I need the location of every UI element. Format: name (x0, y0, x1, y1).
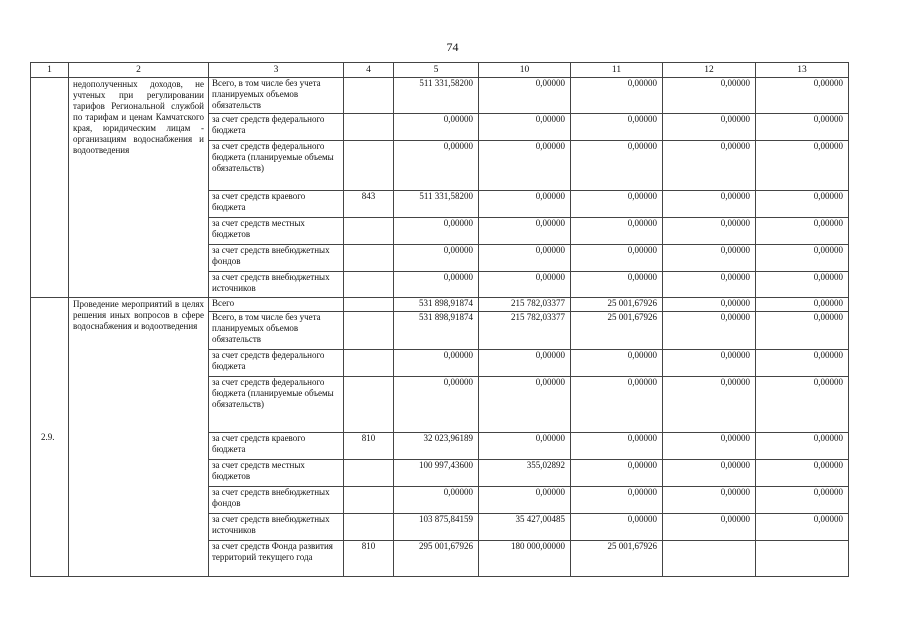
value-col-12: 0,00000 (663, 377, 756, 433)
value-col-10: 215 782,03377 (479, 312, 571, 350)
value-col-13: 0,00000 (756, 218, 849, 245)
value-col-11: 0,00000 (571, 218, 663, 245)
value-col-12: 0,00000 (663, 487, 756, 514)
table-row (31, 298, 849, 312)
budget-code (344, 141, 394, 191)
value-col-5: 0,00000 (394, 272, 479, 298)
value-col-10: 0,00000 (479, 377, 571, 433)
value-col-12: 0,00000 (663, 141, 756, 191)
funding-source: за счет средств внебюджетных фондов (209, 487, 344, 514)
value-col-11: 0,00000 (571, 114, 663, 141)
budget-code (344, 377, 394, 433)
value-col-5: 0,00000 (394, 245, 479, 272)
value-col-11: 0,00000 (571, 460, 663, 487)
header-cell: 13 (756, 63, 849, 78)
item-index: 2.9. (31, 298, 69, 577)
value-col-5: 0,00000 (394, 218, 479, 245)
funding-source: за счет средств федерального бюджета (209, 114, 344, 141)
item-name: недополученных доходов, не учтеных при регулировании тарифов Региональной службой по тарифам и ценам Камчатского края, юридическим лицам - организациям водоснабжения и водоотведения (69, 78, 209, 298)
header-cell: 1 (31, 63, 69, 78)
value-col-11: 0,00000 (571, 245, 663, 272)
value-col-11: 0,00000 (571, 141, 663, 191)
value-col-12: 0,00000 (663, 312, 756, 350)
budget-code: 810 (344, 541, 394, 577)
value-col-12: 0,00000 (663, 218, 756, 245)
value-col-5: 511 331,58200 (394, 78, 479, 114)
item-name: Проведение мероприятий в целях решения иных вопросов в сфере водоснабжения и водоотведения (69, 298, 209, 577)
value-col-11: 25 001,67926 (571, 312, 663, 350)
value-col-5: 0,00000 (394, 350, 479, 377)
value-col-10: 0,00000 (479, 272, 571, 298)
header-cell: 12 (663, 63, 756, 78)
value-col-13: 0,00000 (756, 272, 849, 298)
value-col-11: 0,00000 (571, 191, 663, 218)
value-col-13: 0,00000 (756, 460, 849, 487)
funding-source: за счет средств внебюджетных источников (209, 272, 344, 298)
budget-code (344, 514, 394, 541)
value-col-5: 103 875,84159 (394, 514, 479, 541)
value-col-12: 0,00000 (663, 350, 756, 377)
value-col-13: 0,00000 (756, 78, 849, 114)
value-col-13: 0,00000 (756, 377, 849, 433)
funding-source: за счет средств внебюджетных источников (209, 514, 344, 541)
budget-code (344, 312, 394, 350)
budget-code: 843 (344, 191, 394, 218)
page-number: 74 (446, 40, 459, 54)
value-col-5: 531 898,91874 (394, 298, 479, 312)
budget-code (344, 114, 394, 141)
value-col-13: 0,00000 (756, 114, 849, 141)
table-row (31, 78, 849, 114)
value-col-13: 0,00000 (756, 141, 849, 191)
budget-table (30, 62, 849, 577)
value-col-5: 295 001,67926 (394, 541, 479, 577)
funding-source: Всего, в том числе без учета планируемых объемов обязательств (209, 78, 344, 114)
funding-source: Всего, в том числе без учета планируемых объемов обязательств (209, 312, 344, 350)
value-col-10: 0,00000 (479, 191, 571, 218)
budget-code (344, 298, 394, 312)
funding-source: за счет средств местных бюджетов (209, 460, 344, 487)
budget-code (344, 350, 394, 377)
value-col-10: 0,00000 (479, 114, 571, 141)
funding-source: за счет средств краевого бюджета (209, 433, 344, 460)
value-col-13: 0,00000 (756, 298, 849, 312)
value-col-13: 0,00000 (756, 350, 849, 377)
value-col-12 (663, 541, 756, 577)
value-col-13: 0,00000 (756, 312, 849, 350)
funding-source: за счет средств местных бюджетов (209, 218, 344, 245)
funding-source: за счет средств федерального бюджета (планируемые объемы обязательств) (209, 141, 344, 191)
value-col-10: 0,00000 (479, 350, 571, 377)
value-col-10: 0,00000 (479, 78, 571, 114)
value-col-5: 531 898,91874 (394, 312, 479, 350)
budget-code: 810 (344, 433, 394, 460)
header-row (31, 63, 849, 78)
value-col-5: 0,00000 (394, 487, 479, 514)
header-cell: 3 (209, 63, 344, 78)
value-col-12: 0,00000 (663, 514, 756, 541)
value-col-5: 100 997,43600 (394, 460, 479, 487)
value-col-10: 0,00000 (479, 218, 571, 245)
funding-source: за счет средств Фонда развития территорий текущего года (209, 541, 344, 577)
value-col-5: 0,00000 (394, 114, 479, 141)
header-cell: 10 (479, 63, 571, 78)
value-col-5: 0,00000 (394, 141, 479, 191)
value-col-12: 0,00000 (663, 191, 756, 218)
value-col-12: 0,00000 (663, 272, 756, 298)
value-col-10: 0,00000 (479, 141, 571, 191)
budget-code (344, 272, 394, 298)
header-cell: 11 (571, 63, 663, 78)
value-col-10: 0,00000 (479, 487, 571, 514)
value-col-12: 0,00000 (663, 114, 756, 141)
funding-source: за счет средств краевого бюджета (209, 191, 344, 218)
value-col-12: 0,00000 (663, 298, 756, 312)
value-col-13: 0,00000 (756, 487, 849, 514)
item-index (31, 78, 69, 298)
value-col-11: 0,00000 (571, 377, 663, 433)
value-col-10: 215 782,03377 (479, 298, 571, 312)
value-col-11: 25 001,67926 (571, 541, 663, 577)
budget-code (344, 245, 394, 272)
value-col-13: 0,00000 (756, 245, 849, 272)
value-col-13: 0,00000 (756, 433, 849, 460)
header-cell: 4 (344, 63, 394, 78)
value-col-12: 0,00000 (663, 245, 756, 272)
value-col-10: 35 427,00485 (479, 514, 571, 541)
value-col-13: 0,00000 (756, 191, 849, 218)
funding-source: Всего (209, 298, 344, 312)
value-col-11: 25 001,67926 (571, 298, 663, 312)
budget-code (344, 460, 394, 487)
value-col-11: 0,00000 (571, 78, 663, 114)
value-col-10: 0,00000 (479, 433, 571, 460)
header-cell: 5 (394, 63, 479, 78)
value-col-11: 0,00000 (571, 487, 663, 514)
value-col-12: 0,00000 (663, 433, 756, 460)
value-col-12: 0,00000 (663, 78, 756, 114)
value-col-10: 355,02892 (479, 460, 571, 487)
value-col-5: 0,00000 (394, 377, 479, 433)
value-col-5: 511 331,58200 (394, 191, 479, 218)
budget-code (344, 218, 394, 245)
value-col-13 (756, 541, 849, 577)
value-col-10: 0,00000 (479, 245, 571, 272)
header-cell: 2 (69, 63, 209, 78)
value-col-5: 32 023,96189 (394, 433, 479, 460)
funding-source: за счет средств федерального бюджета (планируемые объемы обязательств) (209, 377, 344, 433)
value-col-11: 0,00000 (571, 433, 663, 460)
budget-code (344, 78, 394, 114)
funding-source: за счет средств внебюджетных фондов (209, 245, 344, 272)
value-col-12: 0,00000 (663, 460, 756, 487)
value-col-11: 0,00000 (571, 350, 663, 377)
value-col-10: 180 000,00000 (479, 541, 571, 577)
value-col-13: 0,00000 (756, 514, 849, 541)
value-col-11: 0,00000 (571, 272, 663, 298)
funding-source: за счет средств федерального бюджета (209, 350, 344, 377)
budget-code (344, 487, 394, 514)
value-col-11: 0,00000 (571, 514, 663, 541)
